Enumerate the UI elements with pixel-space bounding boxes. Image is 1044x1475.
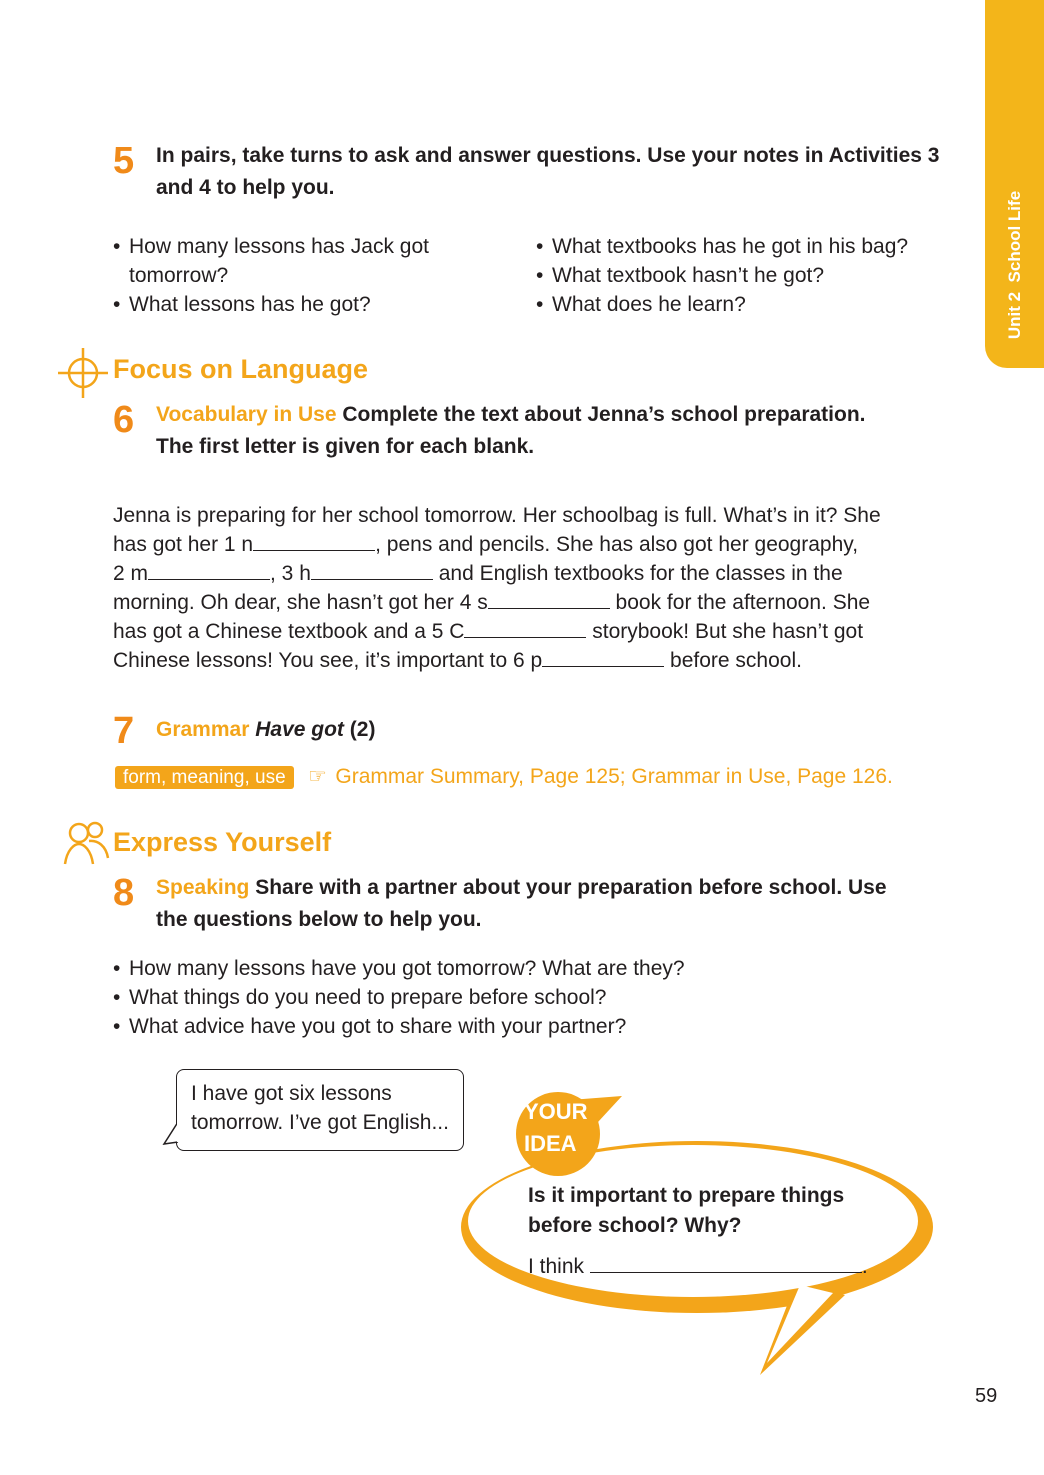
passage-line: has got her 1 n , pens and pencils. She has also got her geography, bbox=[113, 533, 859, 556]
crosshair-icon bbox=[55, 345, 111, 401]
passage-line: has got a Chinese textbook and a 5 C storybook! But she hasn’t got bbox=[113, 620, 864, 643]
activity-6-instruction-line1: Complete the text about Jenna’s school preparation. bbox=[342, 403, 866, 426]
grammar-reference-link[interactable]: Grammar Summary, Page 125; Grammar in Use, Page 126. bbox=[335, 765, 893, 788]
blank-2[interactable] bbox=[148, 561, 270, 580]
list-item: • How many lessons has Jack got tomorrow? bbox=[113, 235, 429, 287]
people-icon bbox=[62, 820, 110, 866]
activity-8-instruction-line2: the questions below to help you. bbox=[156, 908, 482, 931]
question-line-2: before school? Why? bbox=[528, 1214, 742, 1237]
blank-3[interactable] bbox=[311, 561, 433, 580]
focus-on-language-heading: Focus on Language bbox=[113, 354, 369, 384]
passage-line: Chinese lessons! You see, it’s important to 6 p before school. bbox=[113, 649, 802, 672]
list-item: • What does he learn? bbox=[536, 293, 746, 316]
activity-8-instruction bbox=[156, 872, 946, 936]
activity-7-topic: Have got bbox=[255, 718, 344, 741]
list-item: • What textbooks has he got in his bag? bbox=[536, 235, 909, 258]
activity-5-questions-left bbox=[113, 232, 453, 319]
passage-line: Jenna is preparing for her school tomorrow. Her schoolbag is full. What’s in it? She bbox=[113, 504, 881, 527]
badge-line-1: YOUR bbox=[524, 1099, 588, 1124]
activity-8-label: Speaking bbox=[156, 876, 250, 899]
activity-8-questions bbox=[113, 954, 933, 1041]
activity-7-reference-row bbox=[115, 764, 893, 789]
activity-5-number: 5 bbox=[113, 140, 135, 182]
blank-1[interactable] bbox=[253, 532, 375, 551]
speech-bubble-tail bbox=[160, 1120, 184, 1148]
passage-line: morning. Oh dear, she hasn’t got her 4 s book for the afternoon. She bbox=[113, 591, 871, 614]
question-line-1: Is it important to prepare things bbox=[528, 1184, 845, 1207]
unit-number: Unit 2 bbox=[1005, 291, 1024, 340]
activity-7-number: 7 bbox=[113, 710, 135, 752]
list-item: • What lessons has he got? bbox=[113, 293, 371, 316]
list-item: • What textbook hasn’t he got? bbox=[536, 264, 825, 287]
your-idea-question bbox=[528, 1181, 844, 1241]
unit-tab-label bbox=[1005, 191, 1025, 339]
unit-title: School Life bbox=[1005, 190, 1024, 283]
list-item: • What advice have you got to share with your partner? bbox=[113, 1015, 627, 1038]
answer-blank[interactable] bbox=[590, 1254, 862, 1273]
activity-6-passage bbox=[113, 501, 933, 675]
activity-6-instruction-line2: The first letter is given for each blank. bbox=[156, 435, 535, 458]
unit-side-tab bbox=[985, 0, 1044, 368]
activity-8-instruction-line1: Share with a partner about your preparation before school. Use bbox=[255, 876, 887, 899]
blank-6[interactable] bbox=[542, 648, 664, 667]
activity-7-label: Grammar bbox=[156, 718, 250, 741]
activity-5-questions-right bbox=[536, 232, 956, 319]
example-speech-bubble bbox=[176, 1069, 464, 1151]
passage-line: 2 m , 3 h and English textbooks for the classes in the bbox=[113, 562, 843, 585]
answer-prefix: I think bbox=[528, 1255, 585, 1278]
activity-7-suffix: (2) bbox=[349, 718, 376, 741]
form-meaning-use-tag: form, meaning, use bbox=[115, 766, 294, 789]
express-yourself-heading: Express Yourself bbox=[113, 827, 332, 857]
your-idea-answer bbox=[528, 1252, 868, 1281]
list-item: • How many lessons have you got tomorrow? What are they? bbox=[113, 957, 685, 980]
answer-suffix: . bbox=[861, 1255, 868, 1278]
blank-4[interactable] bbox=[488, 590, 610, 609]
activity-6-label: Vocabulary in Use bbox=[156, 403, 337, 426]
speech-line-1: I have got six lessons bbox=[191, 1082, 392, 1105]
activity-5-instruction: In pairs, take turns to ask and answer questions. Use your notes in Activities 3 and 4 to help you. bbox=[156, 144, 940, 199]
list-item: • What things do you need to prepare before school? bbox=[113, 986, 607, 1009]
page-number: 59 bbox=[975, 1385, 998, 1407]
activity-7-heading bbox=[156, 714, 375, 746]
activity-6-number: 6 bbox=[113, 399, 135, 441]
pointing-hand-icon: ☞ bbox=[308, 765, 327, 788]
badge-line-2: IDEA bbox=[524, 1131, 577, 1156]
blank-5[interactable] bbox=[464, 619, 586, 638]
activity-6-instruction bbox=[156, 399, 946, 463]
activity-8-number: 8 bbox=[113, 872, 135, 914]
your-idea-badge-text bbox=[524, 1096, 588, 1160]
speech-line-2: tomorrow. I’ve got English... bbox=[191, 1111, 449, 1134]
